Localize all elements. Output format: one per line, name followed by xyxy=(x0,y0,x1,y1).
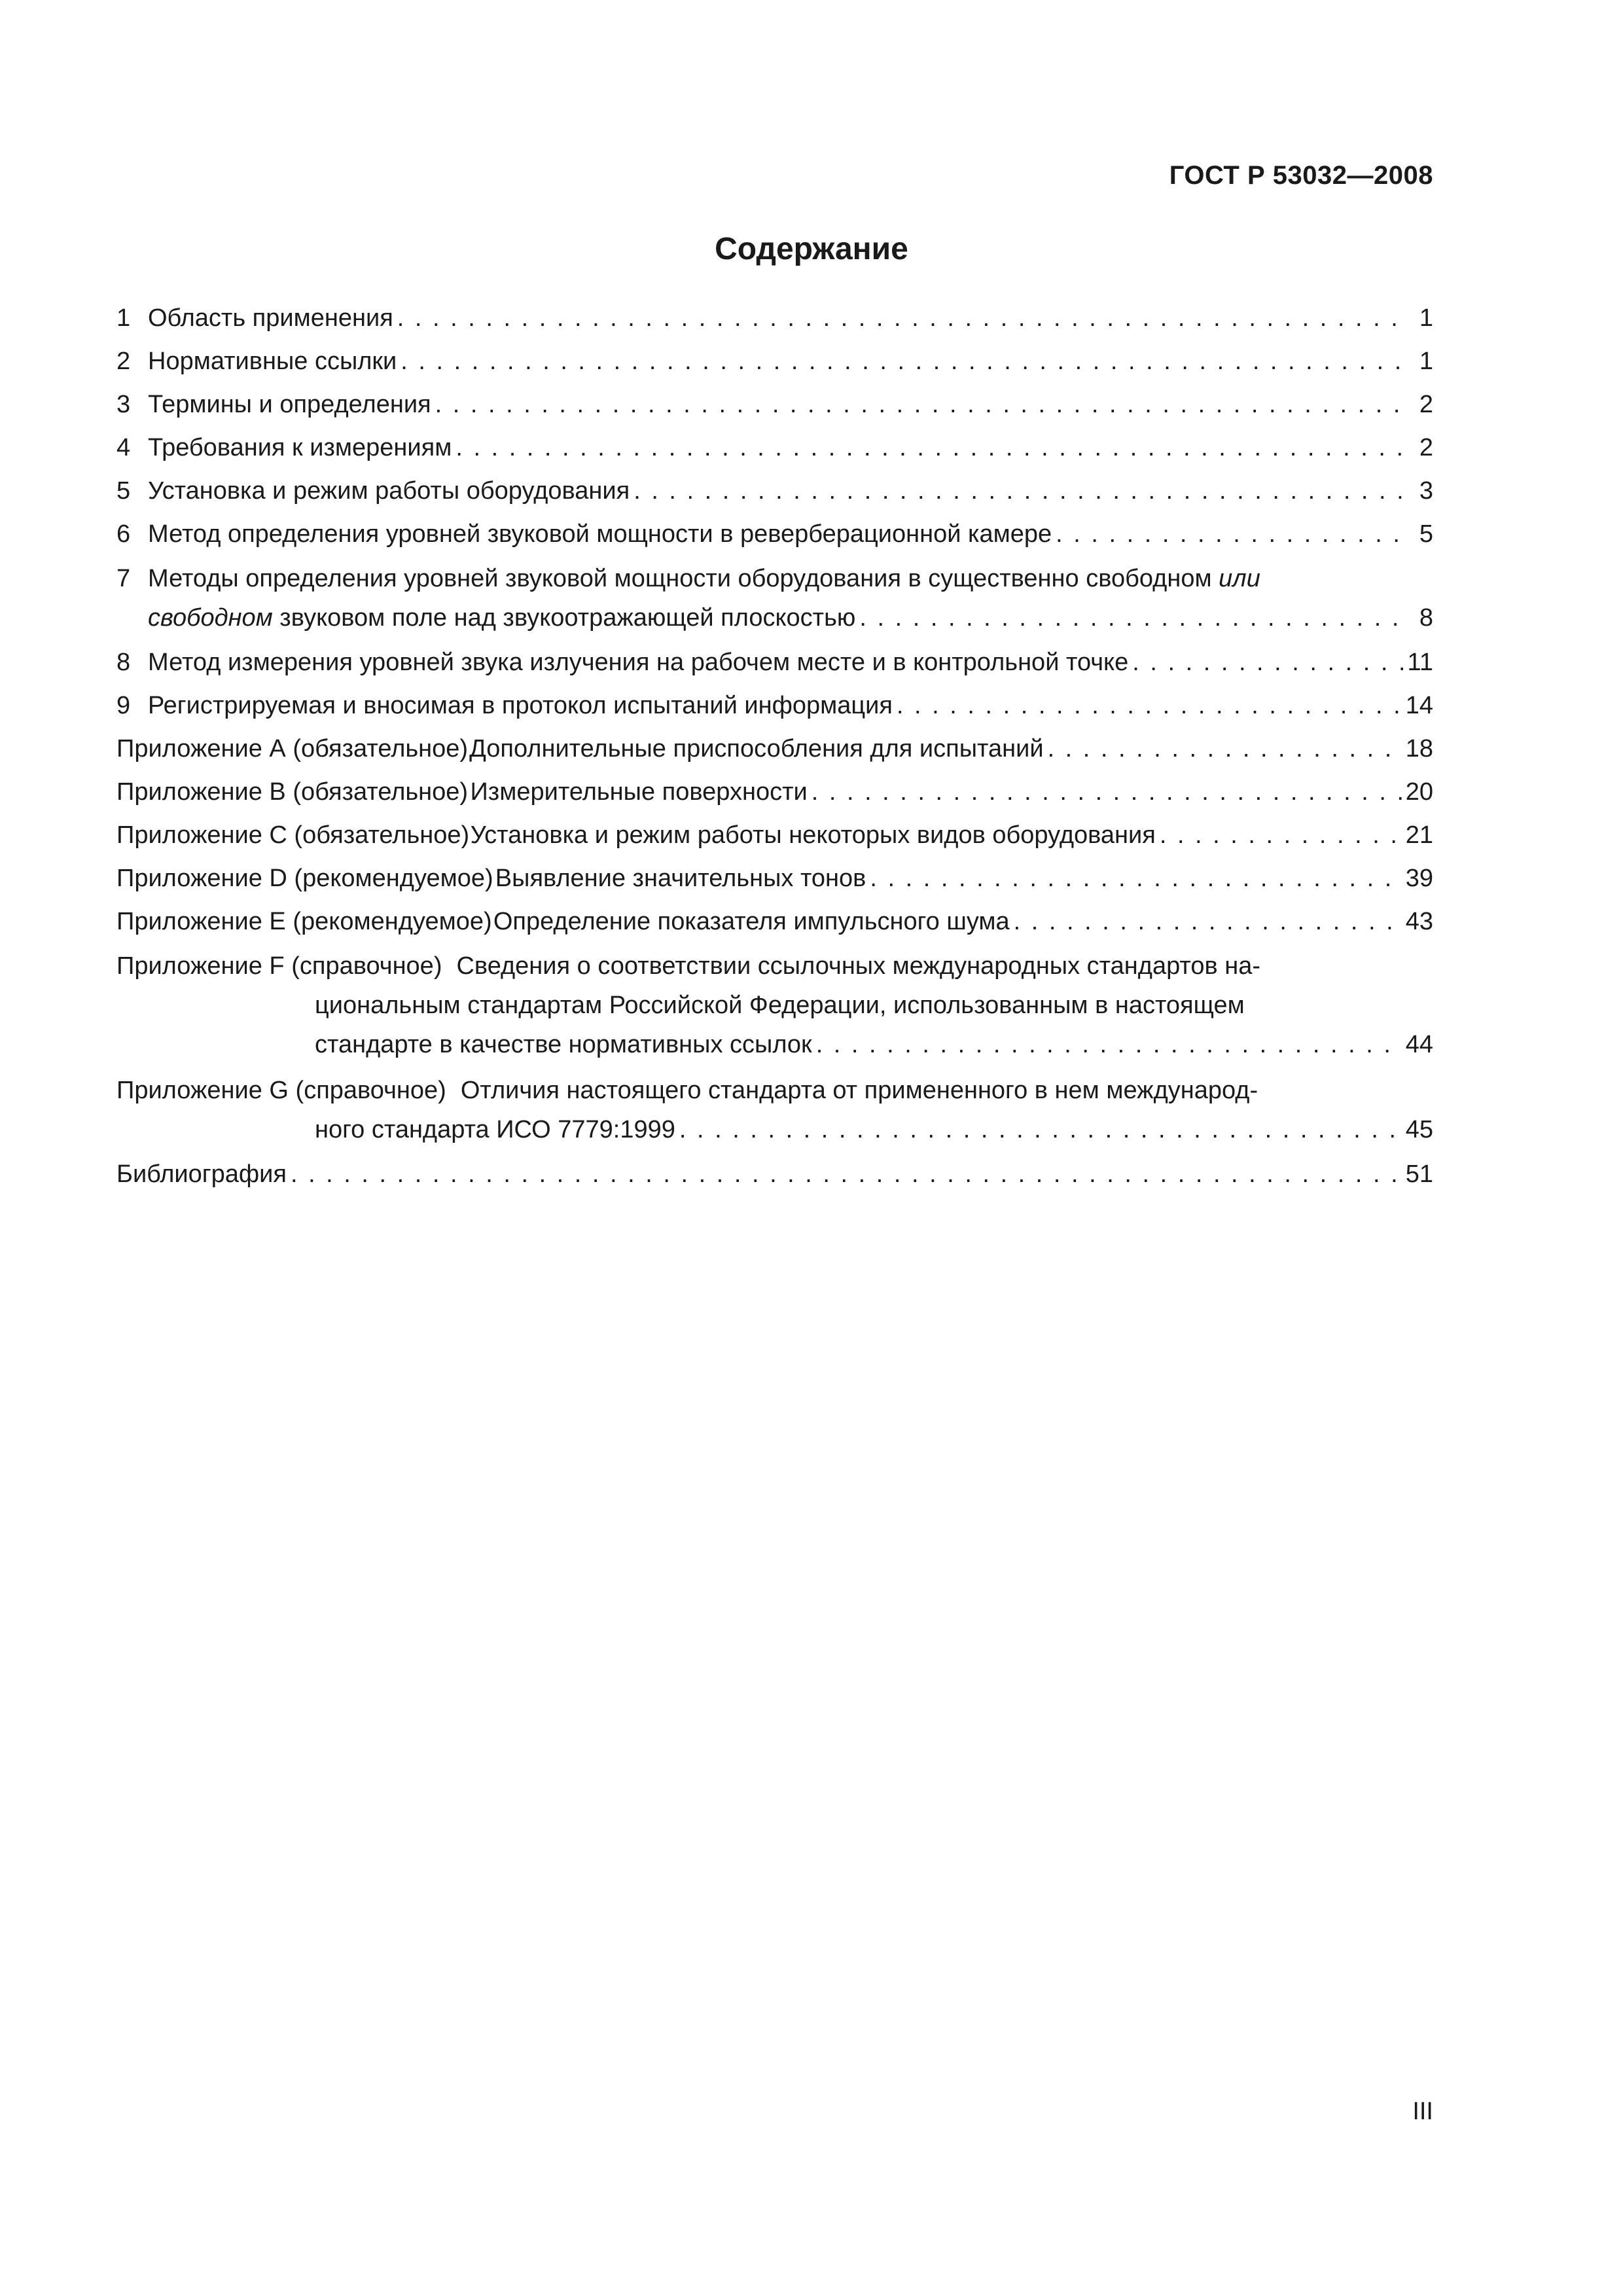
toc-entry-section-7[interactable] xyxy=(116,559,1433,637)
section-title-text: звуковом поле над звукоотражающей плоскостью xyxy=(272,604,856,632)
section-title: Область применения xyxy=(148,304,393,332)
toc-entry-section-8[interactable] xyxy=(116,644,1433,681)
page-ref: 44 xyxy=(1405,1031,1433,1058)
section-number: 2 xyxy=(116,348,131,375)
toc-entry-annex-c[interactable] xyxy=(116,817,1433,853)
toc-entry-annex-a[interactable] xyxy=(116,730,1433,767)
section-title: Установка и режим работы оборудования xyxy=(148,477,630,505)
toc-entry-annex-f[interactable] xyxy=(116,946,1433,1064)
section-number: 3 xyxy=(116,391,131,418)
dot-leader xyxy=(812,774,1402,810)
section-title: Нормативные ссылки xyxy=(148,348,397,375)
section-title: Метод определения уровней звуковой мощности в реверберационной камере xyxy=(148,520,1052,548)
dot-leader xyxy=(401,343,1403,380)
dot-leader xyxy=(816,1025,1402,1064)
section-number: 8 xyxy=(116,649,131,676)
section-title-italic: свободном xyxy=(148,604,273,632)
annex-label: Приложение G (справочное) xyxy=(116,1077,446,1104)
section-title: Регистрируемая и вносимая в протокол испытаний информация xyxy=(148,692,893,719)
page-ref: 5 xyxy=(1419,520,1433,548)
toc-entry-section-6[interactable] xyxy=(116,516,1433,552)
annex-title: Измерительные поверхности xyxy=(470,778,808,806)
annex-title: Выявление значительных тонов xyxy=(495,865,866,892)
toc-entry-section-4[interactable] xyxy=(116,429,1433,466)
annex-title-line-1: Сведения о соответствии ссылочных международных стандартов на- xyxy=(456,952,1261,980)
annex-title: Дополнительные приспособления для испытаний xyxy=(469,735,1044,762)
dot-leader xyxy=(1014,903,1402,940)
section-number: 1 xyxy=(116,304,131,332)
dot-leader xyxy=(435,386,1403,423)
annex-title-line-2: ного стандарта ИСО 7779:1999 xyxy=(315,1116,675,1143)
toc-entry-section-1[interactable] xyxy=(116,300,1433,336)
toc-entry-annex-d[interactable] xyxy=(116,860,1433,897)
dot-leader xyxy=(1160,817,1402,853)
section-number: 4 xyxy=(116,434,131,461)
dot-leader xyxy=(870,860,1401,897)
section-number: 5 xyxy=(116,477,131,505)
annex-label: Приложение D (рекомендуемое) xyxy=(116,865,493,892)
annex-title-line-1: Отличия настоящего стандарта от примененного в нем международ- xyxy=(460,1077,1258,1104)
dot-leader xyxy=(1132,644,1403,681)
dot-leader xyxy=(455,429,1403,466)
annex-label: Приложение F (справочное) xyxy=(116,952,442,980)
dot-leader xyxy=(397,300,1403,336)
page-ref: 43 xyxy=(1405,908,1433,935)
toc-entry-annex-e[interactable] xyxy=(116,903,1433,940)
section-title-italic: или xyxy=(1219,565,1260,592)
bibliography-title: Библиография xyxy=(116,1160,287,1188)
page-ref: 21 xyxy=(1405,821,1433,849)
annex-title: Установка и режим работы некоторых видов оборудования xyxy=(470,821,1156,849)
toc-entry-section-5[interactable] xyxy=(116,473,1433,509)
toc-entry-section-3[interactable] xyxy=(116,386,1433,423)
dot-leader xyxy=(1056,516,1403,552)
page-ref: 8 xyxy=(1419,604,1433,632)
section-title-text: Методы определения уровней звуковой мощности оборудования в существенно свободном xyxy=(148,565,1219,592)
page-ref: 14 xyxy=(1405,692,1433,719)
page-ref: 45 xyxy=(1405,1116,1433,1143)
page-ref: 1 xyxy=(1419,348,1433,375)
annex-title-line-3: стандарте в качестве нормативных ссылок xyxy=(315,1031,812,1058)
page-ref: 51 xyxy=(1405,1160,1433,1188)
toc-entry-annex-b[interactable] xyxy=(116,774,1433,810)
section-number: 9 xyxy=(116,692,131,719)
toc-entry-section-9[interactable] xyxy=(116,687,1433,724)
annex-label: Приложение С (обязательное) xyxy=(116,821,470,849)
page-ref: 1 xyxy=(1419,304,1433,332)
page-ref: 11 xyxy=(1407,649,1433,676)
dot-leader xyxy=(679,1110,1402,1149)
page-ref: 20 xyxy=(1405,778,1433,806)
section-title-line-2 xyxy=(148,598,855,637)
annex-title: Определение показателя импульсного шума xyxy=(493,908,1010,935)
document-code: ГОСТ Р 53032—2008 xyxy=(1169,161,1433,190)
page-ref: 39 xyxy=(1405,865,1433,892)
page-ref: 18 xyxy=(1405,735,1433,762)
annex-title-line-2: циональным стандартам Российской Федерации, использованным в настоящем xyxy=(315,992,1245,1019)
dot-leader xyxy=(633,473,1403,509)
toc-entry-section-2[interactable] xyxy=(116,343,1433,380)
page-ref: 2 xyxy=(1419,391,1433,418)
annex-label: Приложение В (обязательное) xyxy=(116,778,469,806)
section-number: 6 xyxy=(116,520,131,548)
dot-leader xyxy=(897,687,1402,724)
toc-entry-annex-g[interactable] xyxy=(116,1071,1433,1149)
page-ref: 2 xyxy=(1419,434,1433,461)
table-of-contents xyxy=(116,300,1433,1199)
section-title: Термины и определения xyxy=(148,391,431,418)
toc-entry-bibliography[interactable] xyxy=(116,1156,1433,1193)
dot-leader xyxy=(859,598,1403,637)
annex-label: Приложение А (обязательное) xyxy=(116,735,469,762)
dot-leader xyxy=(291,1156,1402,1193)
section-title-line-1 xyxy=(148,559,1260,598)
section-title: Требования к измерениям xyxy=(148,434,452,461)
page-title: Содержание xyxy=(715,232,908,266)
dot-leader xyxy=(1048,730,1402,767)
page-number: III xyxy=(1412,2098,1433,2125)
annex-label: Приложение Е (рекомендуемое) xyxy=(116,908,492,935)
page-ref: 3 xyxy=(1419,477,1433,505)
section-title: Метод измерения уровней звука излучения на рабочем месте и в контрольной точке xyxy=(148,649,1129,676)
section-number: 7 xyxy=(116,565,131,592)
